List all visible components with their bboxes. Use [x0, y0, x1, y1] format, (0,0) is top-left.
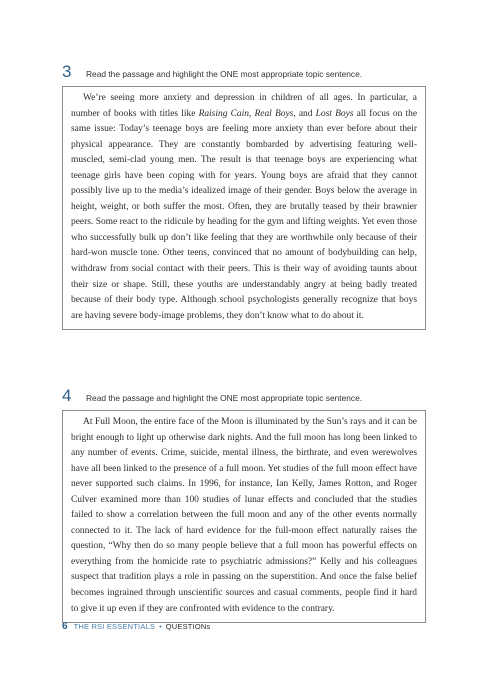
book-title: THE RSI ESSENTIALS [73, 622, 156, 631]
question-3 [62, 62, 426, 330]
book-title-italic: Lost Boys [315, 108, 354, 119]
book-title-italic: Raising Cain [198, 108, 249, 119]
passage-box [62, 410, 426, 623]
passage-text[interactable]: At Full Moon, the entire face of the Moon is illuminated by the Sun’s rays and it can be bright enough to light up otherwise dark nights. And the full moon has long been linked to any number of events. Crime, suicide, mental illness, the birthrate, and even werewolves have all been linked to the presence of a full moon. Yet studies of the full moon effect have never supported such claims. In 1996, for instance, Ian Kelly, James Rotton, and Roger Culver examined more than 100 studies of lunar effects and concluded that the studies failed to show a correlation between the full moon and any of the other events normally connected to it. The lack of hard evidence for the full-moon effect naturally raises the question, “Why then do so many people believe that a full moon has powerful effects on everything from the homicide rate to psychiatric admissions?” Kelly and his colleagues suspect that tradition plays a role in passing on the superstition. And once the false belief becomes ingrained through unscientific sources and casual comments, people find it hard to give it up even if they are confronted with evidence to the contrary. [71, 417, 417, 614]
footer-separator: • [159, 622, 162, 631]
question-instruction: Read the passage and highlight the ONE most appropriate topic sentence. [86, 69, 363, 79]
section-label: QUESTIONs [165, 622, 211, 631]
book-title-italic: Real Boys [254, 108, 294, 119]
page-number: 6 [62, 621, 68, 632]
question-4-header [62, 386, 426, 406]
question-number: 4 [62, 386, 72, 405]
passage-segment: , and [293, 108, 316, 119]
passage-segment: We’re seeing more anxiety and depression in children of all ages. In particular, a number of books with titles like [71, 93, 417, 119]
passage-text[interactable] [71, 91, 417, 324]
question-instruction: Read the passage and highlight the ONE most appropriate topic sentence. [86, 393, 363, 403]
page-footer [62, 621, 210, 632]
question-3-header [62, 62, 426, 82]
passage-segment: , [248, 108, 255, 119]
question-number: 3 [62, 62, 72, 81]
passage-segment: all focus on the same issue: Today’s teenage boys are feeling more anxiety than ever before about their physical appearance. They are constantly bombarded by advertising featuring well-muscled, semi-clad young men. The result is that teenage boys are experiencing what teenage girls have been coping with for years. Young boys are afraid that they cannot possibly live up to the media’s idealized image of their gender. Boys below the average in height, weight, or both suffer the most. Often, they are brutally teased by their brawnier peers. Some react to the ridicule by heading for the gym and lifting weights. Yet even those who successfully bulk up don’t like feeling that they are worthwhile only because of their hard-won muscle tone. Other teens, convinced that no amount of bodybuilding can help, withdraw from social contact with their peers. This is their way of avoiding taunts about their size or shape. Still, these youths are understandably angry at being badly treated because of their body type. Although school psychologists generally recognize that boys are having severe body-image problems, they don’t know what to do about it. [71, 108, 418, 321]
question-4 [62, 386, 426, 623]
passage-box [62, 86, 426, 330]
